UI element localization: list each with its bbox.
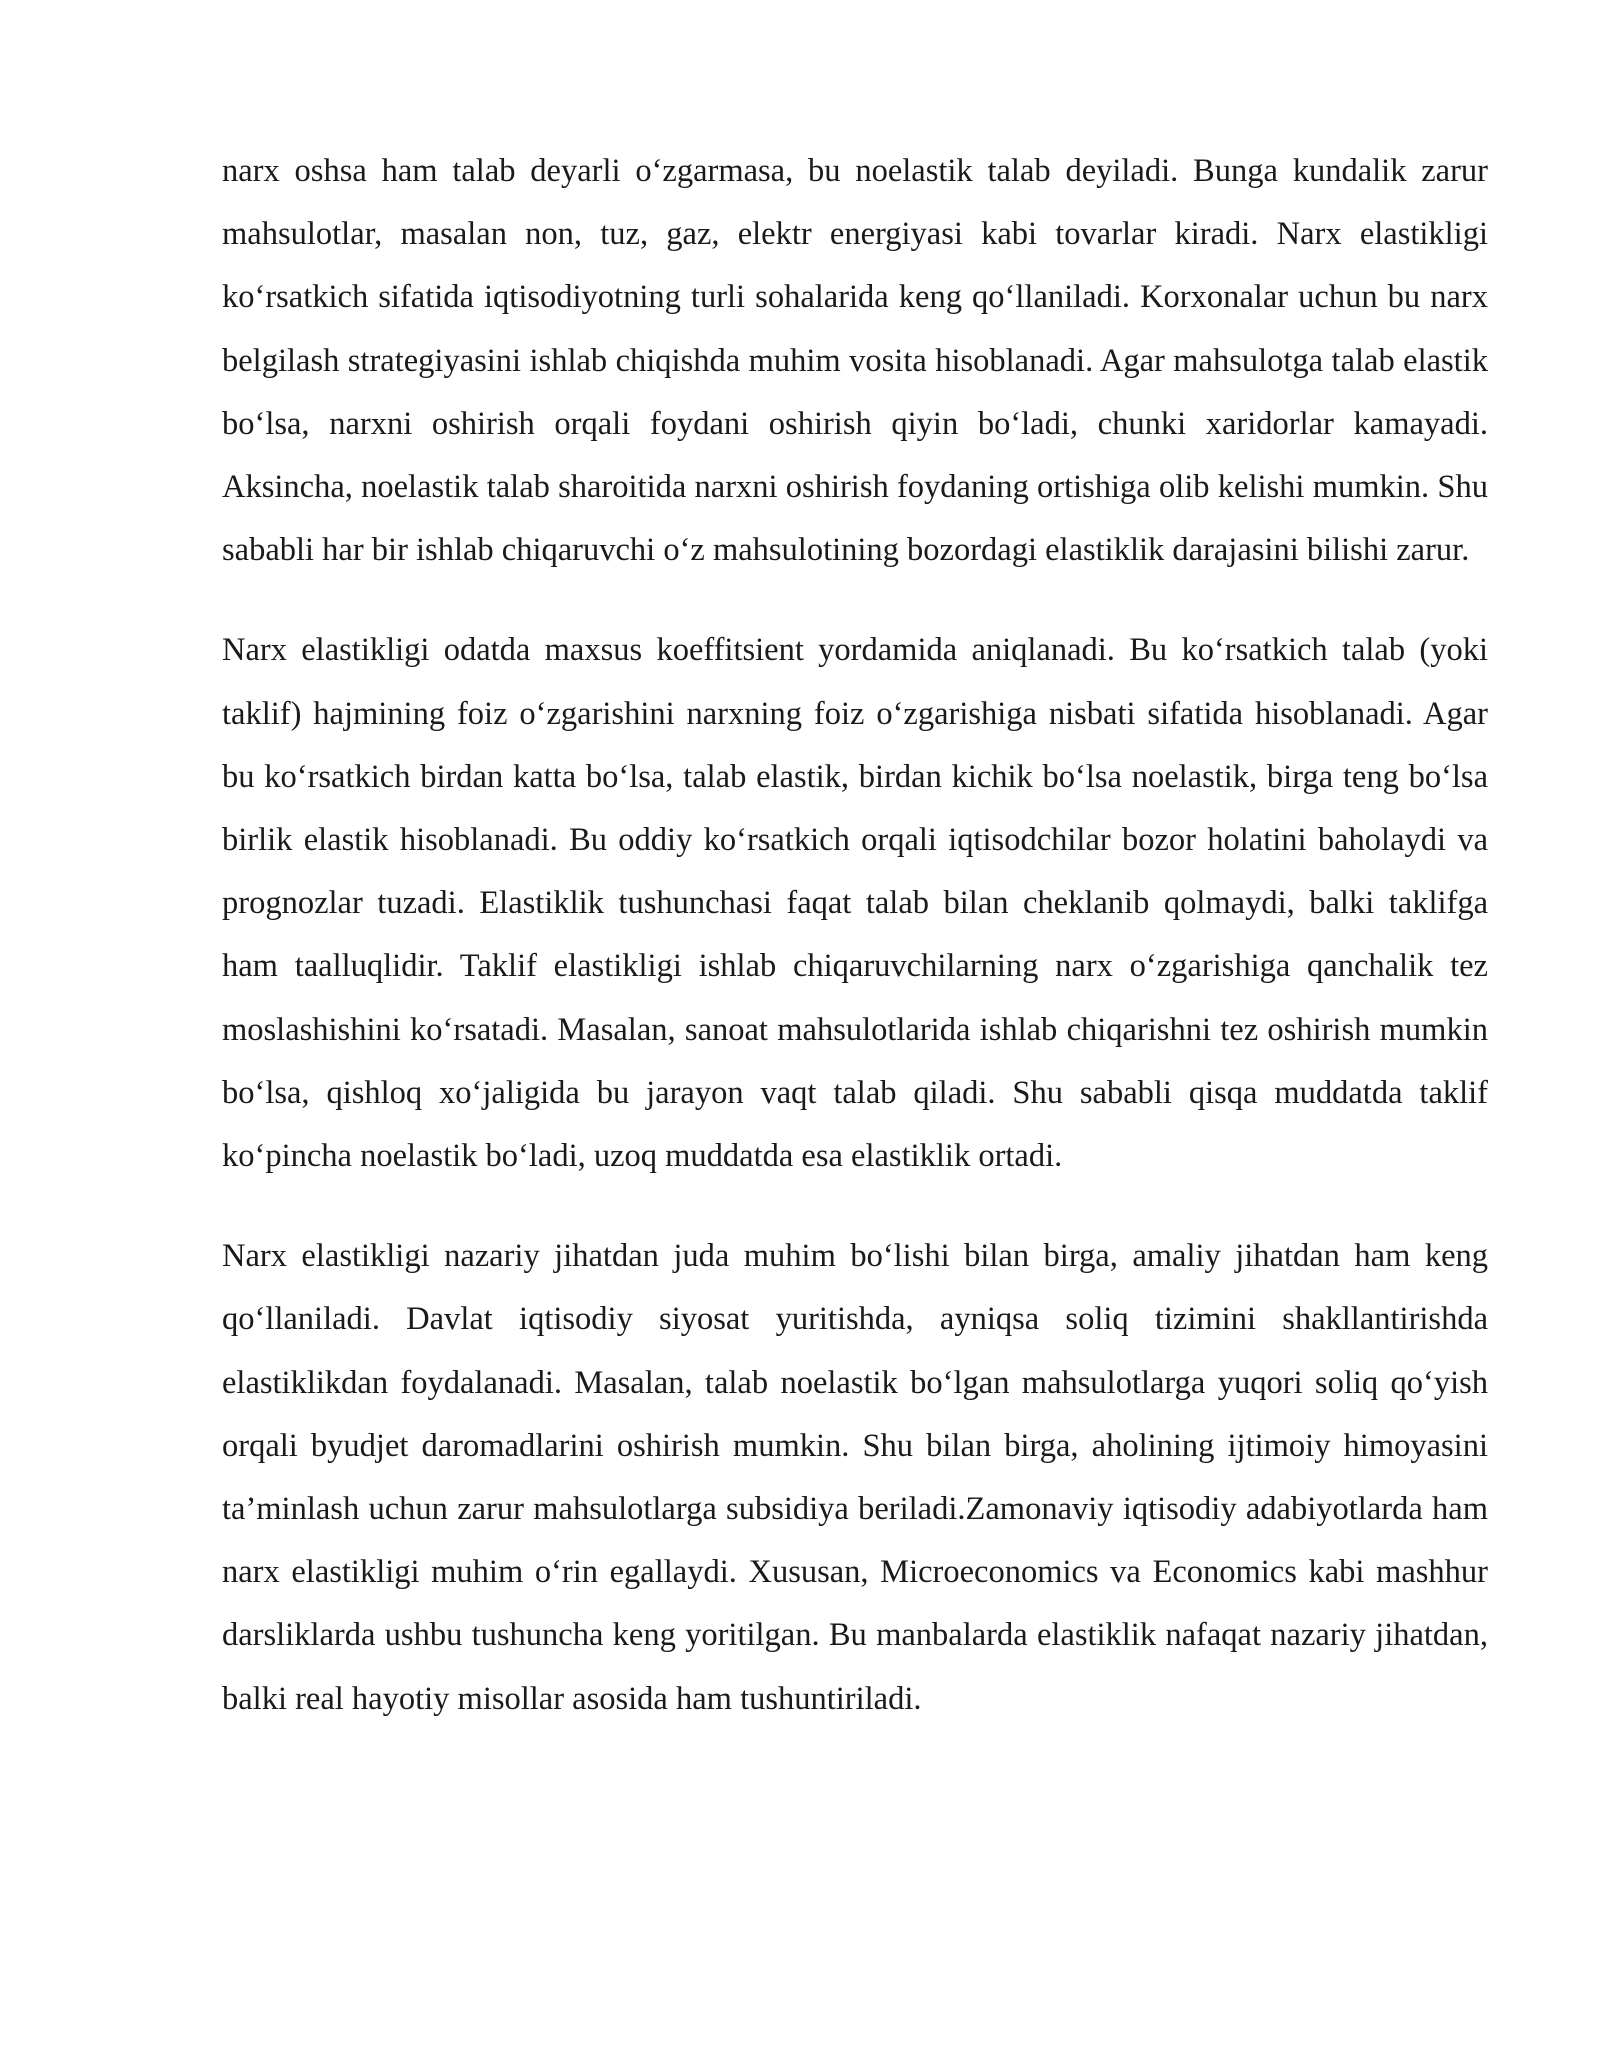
body-text [222, 140, 1488, 1731]
paragraph-3: Narx elastikligi nazariy jihatdan juda muhim bo‘lishi bilan birga, amaliy jihatdan ham keng qo‘llaniladi. Davlat iqtisodiy siyosat yuritishda, ayniqsa soliq tizimini shakllantirishda elastiklikdan foydalanadi. Masalan, talab noelastik bo‘lgan mahsulotlarga yuqori soliq qo‘yish orqali byudjet daromadlarini oshirish mumkin. Shu bilan birga, aholining ijtimoiy himoyasini ta’minlash uchun zarur mahsulotlarga subsidiya beriladi.Zamonaviy iqtisodiy adabiyotlarda ham narx elastikligi muhim o‘rin egallaydi. Xususan, Microeconomics va Economics kabi mashhur darsliklarda ushbu tushuncha keng yoritilgan. Bu manbalarda elastiklik nafaqat nazariy jihatdan, balki real hayotiy misollar asosida ham tushuntiriladi. [222, 1238, 1488, 1717]
paragraph-1: narx oshsa ham talab deyarli o‘zgarmasa, bu noelastik talab deyiladi. Bunga kundalik zarur mahsulotlar, masalan non, tuz, gaz, elektr energiyasi kabi tovarlar kiradi. Narx elastikligi ko‘rsatkich sifatida iqtisodiyotning turli sohalarida keng qo‘llaniladi. Korxonalar uchun bu narx belgilash strategiyasini ishlab chiqishda muhim vosita hisoblanadi. Agar mahsulotga talab elastik bo‘lsa, narxni oshirish orqali foydani oshirish qiyin bo‘ladi, chunki xaridorlar kamayadi. Aksincha, noelastik talab sharoitida narxni oshirish foydaning ortishiga olib kelishi mumkin. Shu sababli har bir ishlab chiqaruvchi o‘z mahsulotining bozordagi elastiklik darajasini bilishi zarur. [222, 153, 1488, 569]
paragraph-2: Narx elastikligi odatda maxsus koeffitsient yordamida aniqlanadi. Bu ko‘rsatkich talab (yoki taklif) hajmining foiz o‘zgarishini narxning foiz o‘zgarishiga nisbati sifatida hisoblanadi. Agar bu ko‘rsatkich birdan katta bo‘lsa, talab elastik, birdan kichik bo‘lsa noelastik, birga teng bo‘lsa birlik elastik hisoblanadi. Bu oddiy ko‘rsatkich orqali iqtisodchilar bozor holatini baholaydi va prognozlar tuzadi. Elastiklik tushunchasi faqat talab bilan cheklanib qolmaydi, balki taklifga ham taalluqlidir. Taklif elastikligi ishlab chiqaruvchilarning narx o‘zgarishiga qanchalik tez moslashishini ko‘rsatadi. Masalan, sanoat mahsulotlarida ishlab chiqarishni tez oshirish mumkin bo‘lsa, qishloq xo‘jaligida bu jarayon vaqt talab qiladi. Shu sababli qisqa muddatda taklif ko‘pincha noelastik bo‘ladi, uzoq muddatda esa elastiklik ortadi. [222, 632, 1488, 1175]
